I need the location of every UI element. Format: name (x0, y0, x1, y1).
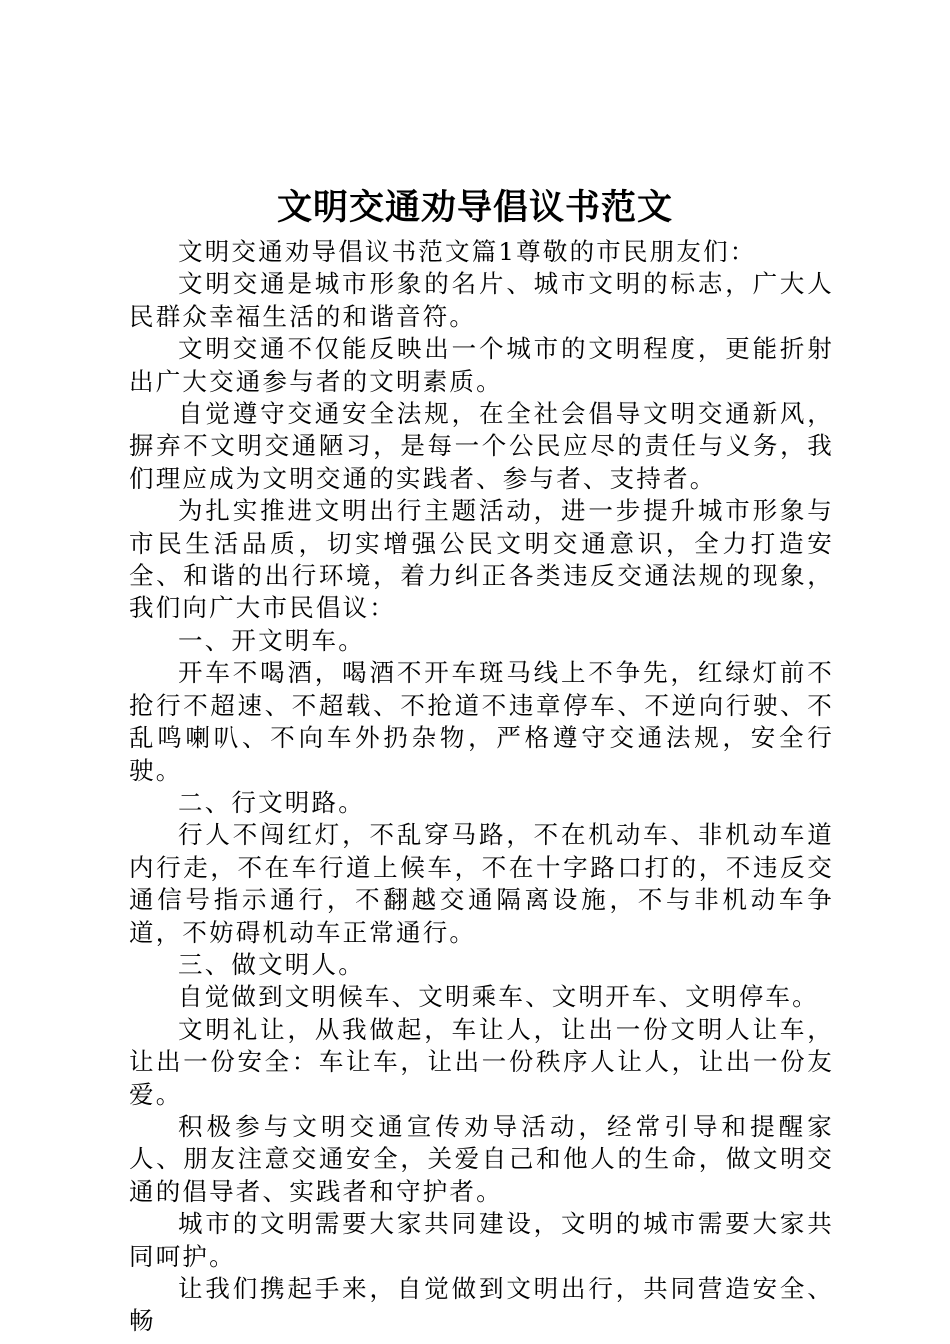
paragraph: 文明交通是城市形象的名片、城市文明的标志，广大人民群众幸福生活的和谐音符。 (129, 269, 834, 331)
paragraph: 行人不闯红灯，不乱穿马路，不在机动车、非机动车道内行走，不在车行道上候车，不在十字路口打的，不违反交通信号指示通行，不翻越交通隔离设施，不与非机动车争道，不妨碍机动车正常通行。 (129, 820, 834, 947)
paragraph: 积极参与文明交通宣传劝导活动，经常引导和提醒家人、朋友注意交通安全，关爱自己和他人的生命，做文明交通的倡导者、实践者和守护者。 (129, 1111, 834, 1206)
paragraph: 文明交通不仅能反映出一个城市的文明程度，更能折射出广大交通参与者的文明素质。 (129, 334, 834, 396)
document-body (129, 236, 834, 1338)
paragraph: 开车不喝酒，喝酒不开车斑马线上不争先，红绿灯前不抢行不超速、不超载、不抢道不违章停车、不逆向行驶、不乱鸣喇叭、不向车外扔杂物，严格遵守交通法规，安全行驶。 (129, 658, 834, 785)
paragraph: 为扎实推进文明出行主题活动，进一步提升城市形象与市民生活品质，切实增强公民文明交通意识，全力打造安全、和谐的出行环境，着力纠正各类违反交通法规的现象，我们向广大市民倡议： (129, 496, 834, 623)
paragraph: 文明礼让，从我做起，车让人，让出一份文明人让车，让出一份安全：车让车，让出一份秩序人让人，让出一份友爱。 (129, 1014, 834, 1109)
section-heading: 一、开文明车。 (178, 625, 365, 655)
paragraph: 城市的文明需要大家共同建设，文明的城市需要大家共同呵护。 (129, 1209, 834, 1271)
paragraph: 自觉做到文明候车、文明乘车、文明开车、文明停车。 (178, 982, 819, 1012)
document-title: 文明交通劝导倡议书范文 (276, 187, 673, 228)
section-heading: 三、做文明人。 (178, 949, 365, 979)
paragraph: 自觉遵守交通安全法规，在全社会倡导文明交通新风，摒弃不文明交通陋习，是每一个公民应尽的责任与义务，我们理应成为文明交通的实践者、参与者、支持者。 (129, 399, 834, 493)
section-heading: 二、行文明路。 (178, 787, 365, 817)
paragraph: 让我们携起手来，自觉做到文明出行，共同营造安全、畅 (129, 1274, 834, 1336)
paragraph: 文明交通劝导倡议书范文篇1尊敬的市民朋友们： (178, 237, 757, 266)
